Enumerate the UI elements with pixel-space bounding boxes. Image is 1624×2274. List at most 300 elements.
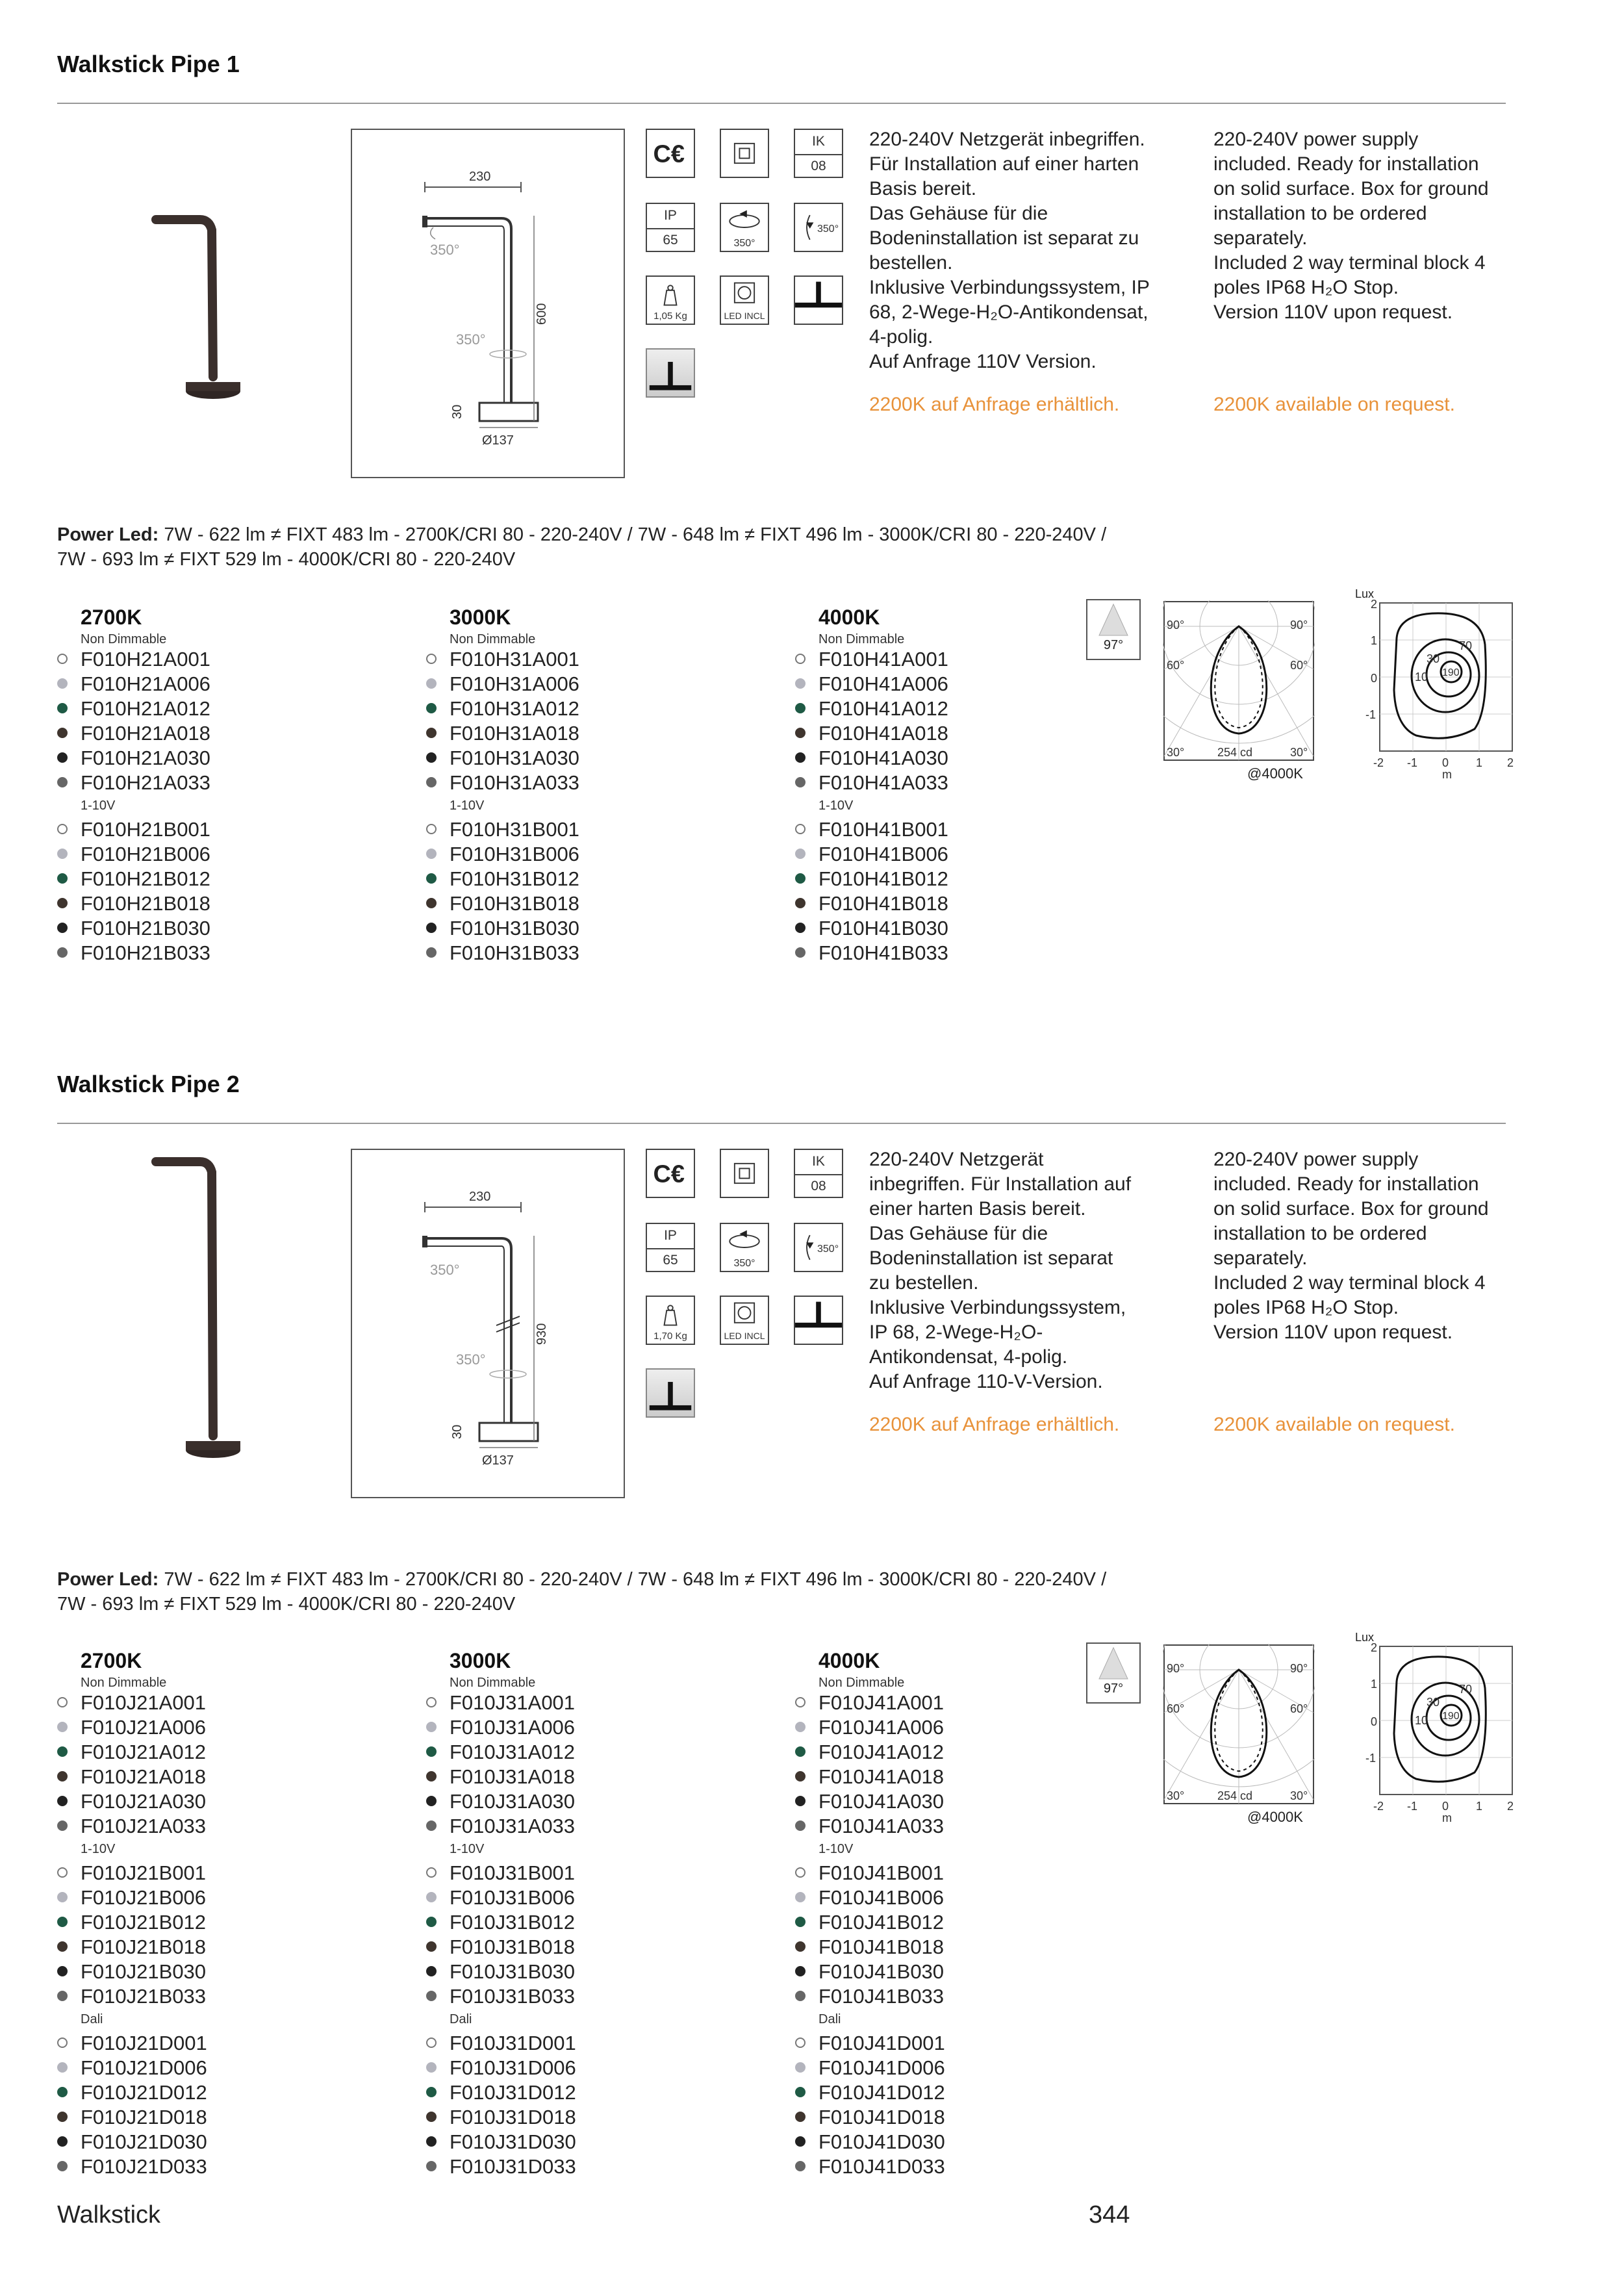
footer-category: Walkstick <box>57 2201 161 2229</box>
dimension-drawing <box>351 129 625 478</box>
finish-swatch-icon <box>426 947 437 958</box>
product-code: F010H41A006 <box>818 672 948 695</box>
finish-swatch-icon <box>795 873 806 884</box>
dim-rot-mid: 350° <box>456 331 486 348</box>
finish-swatch-icon <box>795 2161 806 2171</box>
weight-icon <box>646 275 695 325</box>
product-code-item <box>426 1740 777 1765</box>
text-line: Version 110V upon request. <box>1213 1322 1453 1343</box>
text-line: included. Ready for installation <box>1213 153 1479 175</box>
product-code: F010J41D030 <box>818 2130 945 2153</box>
divider <box>57 103 1506 104</box>
finish-swatch-icon <box>795 923 806 933</box>
product-code: F010J21A001 <box>81 1691 207 1714</box>
iso-level-10: 10 <box>1415 1714 1428 1727</box>
weight-label: 1,05 Kg <box>653 311 687 322</box>
description-en <box>1213 1147 1519 1345</box>
iso-level-70: 70 <box>1459 639 1473 652</box>
product-code: F010H31A006 <box>450 672 579 695</box>
product-code: F010J31A012 <box>450 1741 576 1763</box>
product-code-item <box>57 817 408 842</box>
finish-swatch-icon <box>795 1892 806 1902</box>
product-code: F010H21B006 <box>81 843 210 865</box>
product-code-item <box>426 842 777 867</box>
codes-column-2700k <box>57 1648 408 2179</box>
product-code-item <box>57 2154 408 2179</box>
product-code-item <box>426 1691 777 1715</box>
product-code-item <box>426 1910 777 1935</box>
product-code-item <box>57 721 408 746</box>
dimming-group-label: Non Dimmable <box>81 632 167 646</box>
product-code: F010J21A030 <box>81 1790 207 1813</box>
dim-rot-top: 350° <box>430 1262 460 1278</box>
product-code-item <box>57 1960 408 1984</box>
polar-diagram <box>1163 1644 1315 1825</box>
product-code: F010J31D033 <box>450 2155 576 2178</box>
product-code-item <box>426 696 777 721</box>
ik-rating-icon <box>794 129 843 178</box>
dimming-group-label: Non Dimmable <box>450 1676 536 1690</box>
codes-column-3000k <box>426 604 777 965</box>
led-label: LED INCL <box>724 311 765 321</box>
dim-width: 230 <box>469 1190 491 1204</box>
product-code: F010H41A033 <box>818 771 948 794</box>
finish-swatch-icon <box>795 703 806 713</box>
product-code-item <box>57 1765 408 1789</box>
product-code-item <box>57 842 408 867</box>
text-line: installation to be ordered <box>1213 203 1427 224</box>
product-code-item <box>426 1814 777 1839</box>
description-en <box>1213 127 1519 325</box>
product-code: F010J41D006 <box>818 2056 945 2079</box>
product-code-item <box>426 1885 777 1910</box>
product-code: F010H21B012 <box>81 867 210 890</box>
rot-b-label: 350° <box>817 1244 839 1255</box>
rotation-vertical-icon <box>794 1223 843 1272</box>
finish-swatch-icon <box>426 1697 437 1707</box>
dimming-group-label: Dali <box>818 2012 841 2026</box>
finish-swatch-icon <box>795 1746 806 1757</box>
rotation-horizontal-icon <box>720 203 769 252</box>
column-heading: 3000K <box>450 606 511 629</box>
text-line: IP 68, 2-Wege-H₂O- <box>869 1322 1043 1343</box>
product-code: F010J21A012 <box>81 1741 207 1763</box>
polar-diagram <box>1163 600 1315 782</box>
product-code-item <box>426 1861 777 1885</box>
polar-30-left: 30° <box>1167 1789 1185 1802</box>
dim-rot-mid: 350° <box>456 1351 486 1368</box>
product-code: F010H21A033 <box>81 771 210 794</box>
finish-swatch-icon <box>57 1820 68 1831</box>
product-code: F010H41B012 <box>818 867 948 890</box>
product-code-item <box>795 1765 1146 1789</box>
finish-swatch-icon <box>57 728 68 738</box>
ip-value: 65 <box>663 233 678 248</box>
product-code: F010H41B018 <box>818 892 948 915</box>
note-en: 2200K available on request. <box>1213 1414 1455 1435</box>
dimension-drawing <box>351 1149 625 1498</box>
finish-swatch-icon <box>57 1796 68 1806</box>
product-code: F010J31A001 <box>450 1691 576 1714</box>
finish-swatch-icon <box>795 1867 806 1878</box>
finish-swatch-icon <box>426 1966 437 1976</box>
product-code: F010J21D001 <box>81 2032 207 2054</box>
product-code-item <box>795 1984 1146 2009</box>
polar-30-right: 30° <box>1290 746 1308 759</box>
product-code-item <box>57 771 408 795</box>
dimming-group-label: 1-10V <box>81 798 116 813</box>
ip-value: 65 <box>663 1253 678 1268</box>
dimming-group-label: 1-10V <box>450 798 485 813</box>
finish-swatch-icon <box>426 2087 437 2097</box>
product-code-item <box>426 867 777 891</box>
product-code-item <box>795 2031 1146 2056</box>
iso-x-2: 2 <box>1507 756 1514 769</box>
polar-cd: 254 cd <box>1217 746 1253 759</box>
text-line: Inklusive Verbindungssystem, IP <box>869 277 1150 298</box>
product-code: F010H41A018 <box>818 722 948 745</box>
text-line: poles IP68 H₂O Stop. <box>1213 277 1399 298</box>
finish-swatch-icon <box>57 1771 68 1782</box>
product-code: F010J21D006 <box>81 2056 207 2079</box>
section-title: Walkstick Pipe 1 <box>57 51 240 77</box>
text-line: separately. <box>1213 227 1308 249</box>
finish-swatch-icon <box>795 1917 806 1927</box>
svg-text:C€: C€ <box>653 140 685 168</box>
iso-x-1: 1 <box>1476 1800 1483 1813</box>
polar-90-left: 90° <box>1167 619 1185 632</box>
iso-y-0: 0 <box>1371 1715 1378 1728</box>
finish-swatch-icon <box>426 898 437 908</box>
page-number: 344 <box>1089 2201 1130 2229</box>
text-line: 4-polig. <box>869 326 933 348</box>
iso-x-2: 2 <box>1507 1800 1514 1813</box>
finish-swatch-icon <box>795 1697 806 1707</box>
finish-swatch-icon <box>795 824 806 834</box>
product-code: F010H41A030 <box>818 747 948 769</box>
iso-y-1: 1 <box>1371 634 1378 647</box>
iso-x-minus-2: -2 <box>1373 756 1384 769</box>
product-code-item <box>795 817 1146 842</box>
product-code: F010J31B033 <box>450 1985 576 2008</box>
product-code-item <box>426 1960 777 1984</box>
product-code: F010J41D033 <box>818 2155 945 2178</box>
finish-swatch-icon <box>426 2161 437 2171</box>
finish-swatch-icon <box>426 1771 437 1782</box>
finish-swatch-icon <box>795 1820 806 1831</box>
finish-swatch-icon <box>795 2112 806 2122</box>
text-line: Das Gehäuse für die <box>869 203 1048 224</box>
product-code-item <box>426 2031 777 2056</box>
product-code-item <box>57 1885 408 1910</box>
finish-swatch-icon <box>57 1966 68 1976</box>
product-code: F010J31A006 <box>450 1716 576 1739</box>
finish-swatch-icon <box>795 752 806 763</box>
class-ii-icon <box>720 1149 769 1198</box>
dimming-group-label: Non Dimmable <box>818 1676 905 1690</box>
product-code-item <box>426 721 777 746</box>
column-heading: 4000K <box>818 606 880 629</box>
product-code: F010H41B030 <box>818 917 948 939</box>
finish-swatch-icon <box>57 873 68 884</box>
product-code: F010J41D001 <box>818 2032 945 2054</box>
finish-swatch-icon <box>57 923 68 933</box>
product-code-item <box>795 771 1146 795</box>
product-code: F010J31D030 <box>450 2130 576 2153</box>
product-code-item <box>795 1740 1146 1765</box>
rot-a-label: 350° <box>733 1258 755 1269</box>
power-label: Power Led: <box>57 1569 159 1590</box>
product-code-item <box>426 2130 777 2154</box>
finish-swatch-icon <box>426 849 437 859</box>
product-code-item <box>57 1715 408 1740</box>
finish-swatch-icon <box>795 1941 806 1952</box>
text-line: Version 110V upon request. <box>1213 301 1453 323</box>
polar-60-right: 60° <box>1290 1702 1308 1715</box>
product-code-item <box>795 891 1146 916</box>
finish-swatch-icon <box>795 1966 806 1976</box>
product-code-item <box>795 1935 1146 1960</box>
codes-column-2700k <box>57 604 408 965</box>
product-code: F010H41A012 <box>818 697 948 720</box>
finish-swatch-icon <box>57 1697 68 1707</box>
finish-swatch-icon <box>57 703 68 713</box>
product-code: F010J21D030 <box>81 2130 207 2153</box>
polar-90-right: 90° <box>1290 1662 1308 1675</box>
product-code-item <box>426 1984 777 2009</box>
finish-swatch-icon <box>795 2038 806 2048</box>
product-code-item <box>57 696 408 721</box>
product-code-item <box>426 2056 777 2080</box>
product-code: F010J41B033 <box>818 1985 945 2008</box>
iso-y-0: 0 <box>1371 672 1378 685</box>
product-code: F010J31D006 <box>450 2056 576 2079</box>
dim-width: 230 <box>469 170 491 184</box>
product-code: F010H31B033 <box>450 941 579 964</box>
product-code: F010J41B018 <box>818 1935 945 1958</box>
finish-swatch-icon <box>426 1991 437 2001</box>
finish-swatch-icon <box>426 728 437 738</box>
finish-swatch-icon <box>57 824 68 834</box>
dim-base-d: Ø137 <box>482 1453 514 1468</box>
product-code-item <box>57 2080 408 2105</box>
product-code: F010H41B033 <box>818 941 948 964</box>
product-code-item <box>57 2056 408 2080</box>
finish-swatch-icon <box>426 654 437 664</box>
finish-swatch-icon <box>426 1892 437 1902</box>
finish-swatch-icon <box>426 824 437 834</box>
led-included-icon <box>720 1296 769 1345</box>
product-code: F010J21B030 <box>81 1960 207 1983</box>
text-line: Auf Anfrage 110V Version. <box>869 351 1097 372</box>
product-code: F010J41A012 <box>818 1741 945 1763</box>
product-code: F010J31A033 <box>450 1815 576 1837</box>
text-line: 220-240V power supply <box>1213 129 1419 150</box>
finish-swatch-icon <box>426 678 437 689</box>
polar-cd: 254 cd <box>1217 1789 1253 1802</box>
finish-swatch-icon <box>57 1917 68 1927</box>
product-code-item <box>426 1765 777 1789</box>
product-code-item <box>795 867 1146 891</box>
iso-x-0: 0 <box>1442 756 1449 769</box>
iso-y-1: 1 <box>1371 1678 1378 1691</box>
finish-swatch-icon <box>57 947 68 958</box>
product-code: F010J21B006 <box>81 1886 207 1909</box>
power-line-2: 7W - 693 lm ≠ FIXT 529 lm - 4000K/CRI 80 - 220-240V <box>57 1594 516 1615</box>
finish-swatch-icon <box>795 777 806 787</box>
note-en: 2200K available on request. <box>1213 394 1455 415</box>
column-heading: 4000K <box>818 1649 880 1672</box>
ip-rating-icon <box>646 203 695 252</box>
product-code: F010H21A012 <box>81 697 210 720</box>
finish-swatch-icon <box>426 923 437 933</box>
isolux-diagram <box>1345 587 1514 781</box>
iso-x-minus-1: -1 <box>1407 1800 1418 1813</box>
product-code: F010J31B018 <box>450 1935 576 1958</box>
product-code: F010H31A012 <box>450 697 579 720</box>
iso-level-30: 30 <box>1427 1696 1440 1709</box>
product-code: F010J41B012 <box>818 1911 945 1934</box>
product-code: F010J41A030 <box>818 1790 945 1813</box>
finish-swatch-icon <box>57 752 68 763</box>
finish-swatch-icon <box>57 1722 68 1732</box>
product-code-item <box>57 1789 408 1814</box>
finish-swatch-icon <box>57 777 68 787</box>
ip-label: IP <box>664 208 677 223</box>
product-code: F010J21D018 <box>81 2106 207 2128</box>
codes-column-4000k <box>795 1648 1146 2179</box>
product-code-item <box>795 2080 1146 2105</box>
finish-swatch-icon <box>57 1991 68 2001</box>
product-code: F010J31B001 <box>450 1861 576 1884</box>
product-code: F010J31B006 <box>450 1886 576 1909</box>
product-code: F010J21D012 <box>81 2081 207 2104</box>
text-line: Für Installation auf einer harten <box>869 153 1139 175</box>
dim-height: 930 <box>535 1323 549 1345</box>
product-code: F010H31B012 <box>450 867 579 890</box>
product-code: F010H41B001 <box>818 818 948 841</box>
product-code-item <box>57 941 408 965</box>
finish-swatch-icon <box>57 1892 68 1902</box>
finish-swatch-icon <box>426 1867 437 1878</box>
product-code-item <box>795 2130 1146 2154</box>
product-code-item <box>795 2056 1146 2080</box>
product-code-item <box>795 746 1146 771</box>
text-line: 220-240V Netzgerät inbegriffen. <box>869 129 1145 150</box>
column-heading: 3000K <box>450 1649 511 1672</box>
product-code: F010H41B006 <box>818 843 948 865</box>
rot-b-label: 350° <box>817 224 839 235</box>
product-code-item <box>57 2105 408 2130</box>
product-code: F010J41B030 <box>818 1960 945 1983</box>
ik-rating-icon <box>794 1149 843 1198</box>
finish-swatch-icon <box>57 1941 68 1952</box>
product-code: F010J41A001 <box>818 1691 945 1714</box>
iso-level-190: 190 <box>1442 1711 1460 1722</box>
iso-m: m <box>1442 1811 1452 1824</box>
text-line: bestellen. <box>869 252 953 274</box>
codes-column-3000k <box>426 1648 777 2179</box>
product-code-item <box>426 771 777 795</box>
text-line: Bodeninstallation ist separat <box>869 1247 1113 1269</box>
product-code-item <box>426 941 777 965</box>
description-de <box>869 1147 1194 1394</box>
product-code: F010H31B001 <box>450 818 579 841</box>
product-code-item <box>57 1984 408 2009</box>
led-included-icon <box>720 275 769 325</box>
product-code: F010H31B018 <box>450 892 579 915</box>
iso-x-minus-2: -2 <box>1373 1800 1384 1813</box>
finish-swatch-icon <box>795 654 806 664</box>
finish-swatch-icon <box>795 2136 806 2147</box>
dimming-group-label: 1-10V <box>818 1842 854 1856</box>
finish-swatch-icon <box>57 849 68 859</box>
text-line: on solid surface. Box for ground <box>1213 178 1489 199</box>
finish-swatch-icon <box>57 2038 68 2048</box>
product-code: F010H31A033 <box>450 771 579 794</box>
iso-level-190: 190 <box>1442 667 1460 678</box>
text-line: Included 2 way terminal block 4 <box>1213 252 1486 274</box>
text-line: separately. <box>1213 1247 1308 1269</box>
iso-level-30: 30 <box>1427 652 1440 665</box>
product-code: F010J31B012 <box>450 1911 576 1934</box>
finish-swatch-icon <box>426 2136 437 2147</box>
product-code: F010H21B030 <box>81 917 210 939</box>
product-code: F010J41A033 <box>818 1815 945 1837</box>
product-code-item <box>426 1715 777 1740</box>
text-line: Basis bereit. <box>869 178 977 199</box>
product-code: F010H31A001 <box>450 648 579 671</box>
column-heading: 2700K <box>81 1649 142 1672</box>
text-line: Bodeninstallation ist separat zu <box>869 227 1139 249</box>
dim-rot-top: 350° <box>430 242 460 258</box>
dim-height: 600 <box>535 303 549 325</box>
finish-swatch-icon <box>795 849 806 859</box>
product-code: F010H21B033 <box>81 941 210 964</box>
finish-swatch-icon <box>426 1917 437 1927</box>
iso-y-2: 2 <box>1371 1642 1378 1654</box>
power-led-spec <box>57 1567 1486 1616</box>
product-code: F010J21B001 <box>81 1861 207 1884</box>
text-line: Included 2 way terminal block 4 <box>1213 1272 1486 1294</box>
product-code-item <box>57 916 408 941</box>
text-line: installation to be ordered <box>1213 1223 1427 1244</box>
polar-at: @4000K <box>1247 1809 1303 1825</box>
finish-swatch-icon <box>426 1941 437 1952</box>
weight-icon <box>646 1296 695 1345</box>
surface-mount-icon <box>646 1368 695 1418</box>
iso-y-minus-1: -1 <box>1365 708 1377 721</box>
polar-60-left: 60° <box>1167 1702 1185 1715</box>
product-code-item <box>426 817 777 842</box>
product-code-item <box>795 1910 1146 1935</box>
polar-at: @4000K <box>1247 765 1303 782</box>
text-line: Das Gehäuse für die <box>869 1223 1048 1244</box>
text-line: poles IP68 H₂O Stop. <box>1213 1297 1399 1318</box>
product-code-item <box>426 916 777 941</box>
iso-level-10: 10 <box>1415 671 1428 683</box>
finish-swatch-icon <box>795 947 806 958</box>
power-line-1: 7W - 622 lm ≠ FIXT 483 lm - 2700K/CRI 80 - 220-240V / 7W - 648 lm ≠ FIXT 496 lm - 3000K/CRI 80 - 220-240V / <box>164 1569 1107 1590</box>
iso-x-minus-1: -1 <box>1407 756 1418 769</box>
product-code: F010J41D012 <box>818 2081 945 2104</box>
finish-swatch-icon <box>426 873 437 884</box>
dim-base-h: 30 <box>450 1424 464 1439</box>
finish-swatch-icon <box>57 654 68 664</box>
product-code: F010J31D018 <box>450 2106 576 2128</box>
product-code-item <box>795 916 1146 941</box>
surface-mount-icon <box>646 348 695 398</box>
